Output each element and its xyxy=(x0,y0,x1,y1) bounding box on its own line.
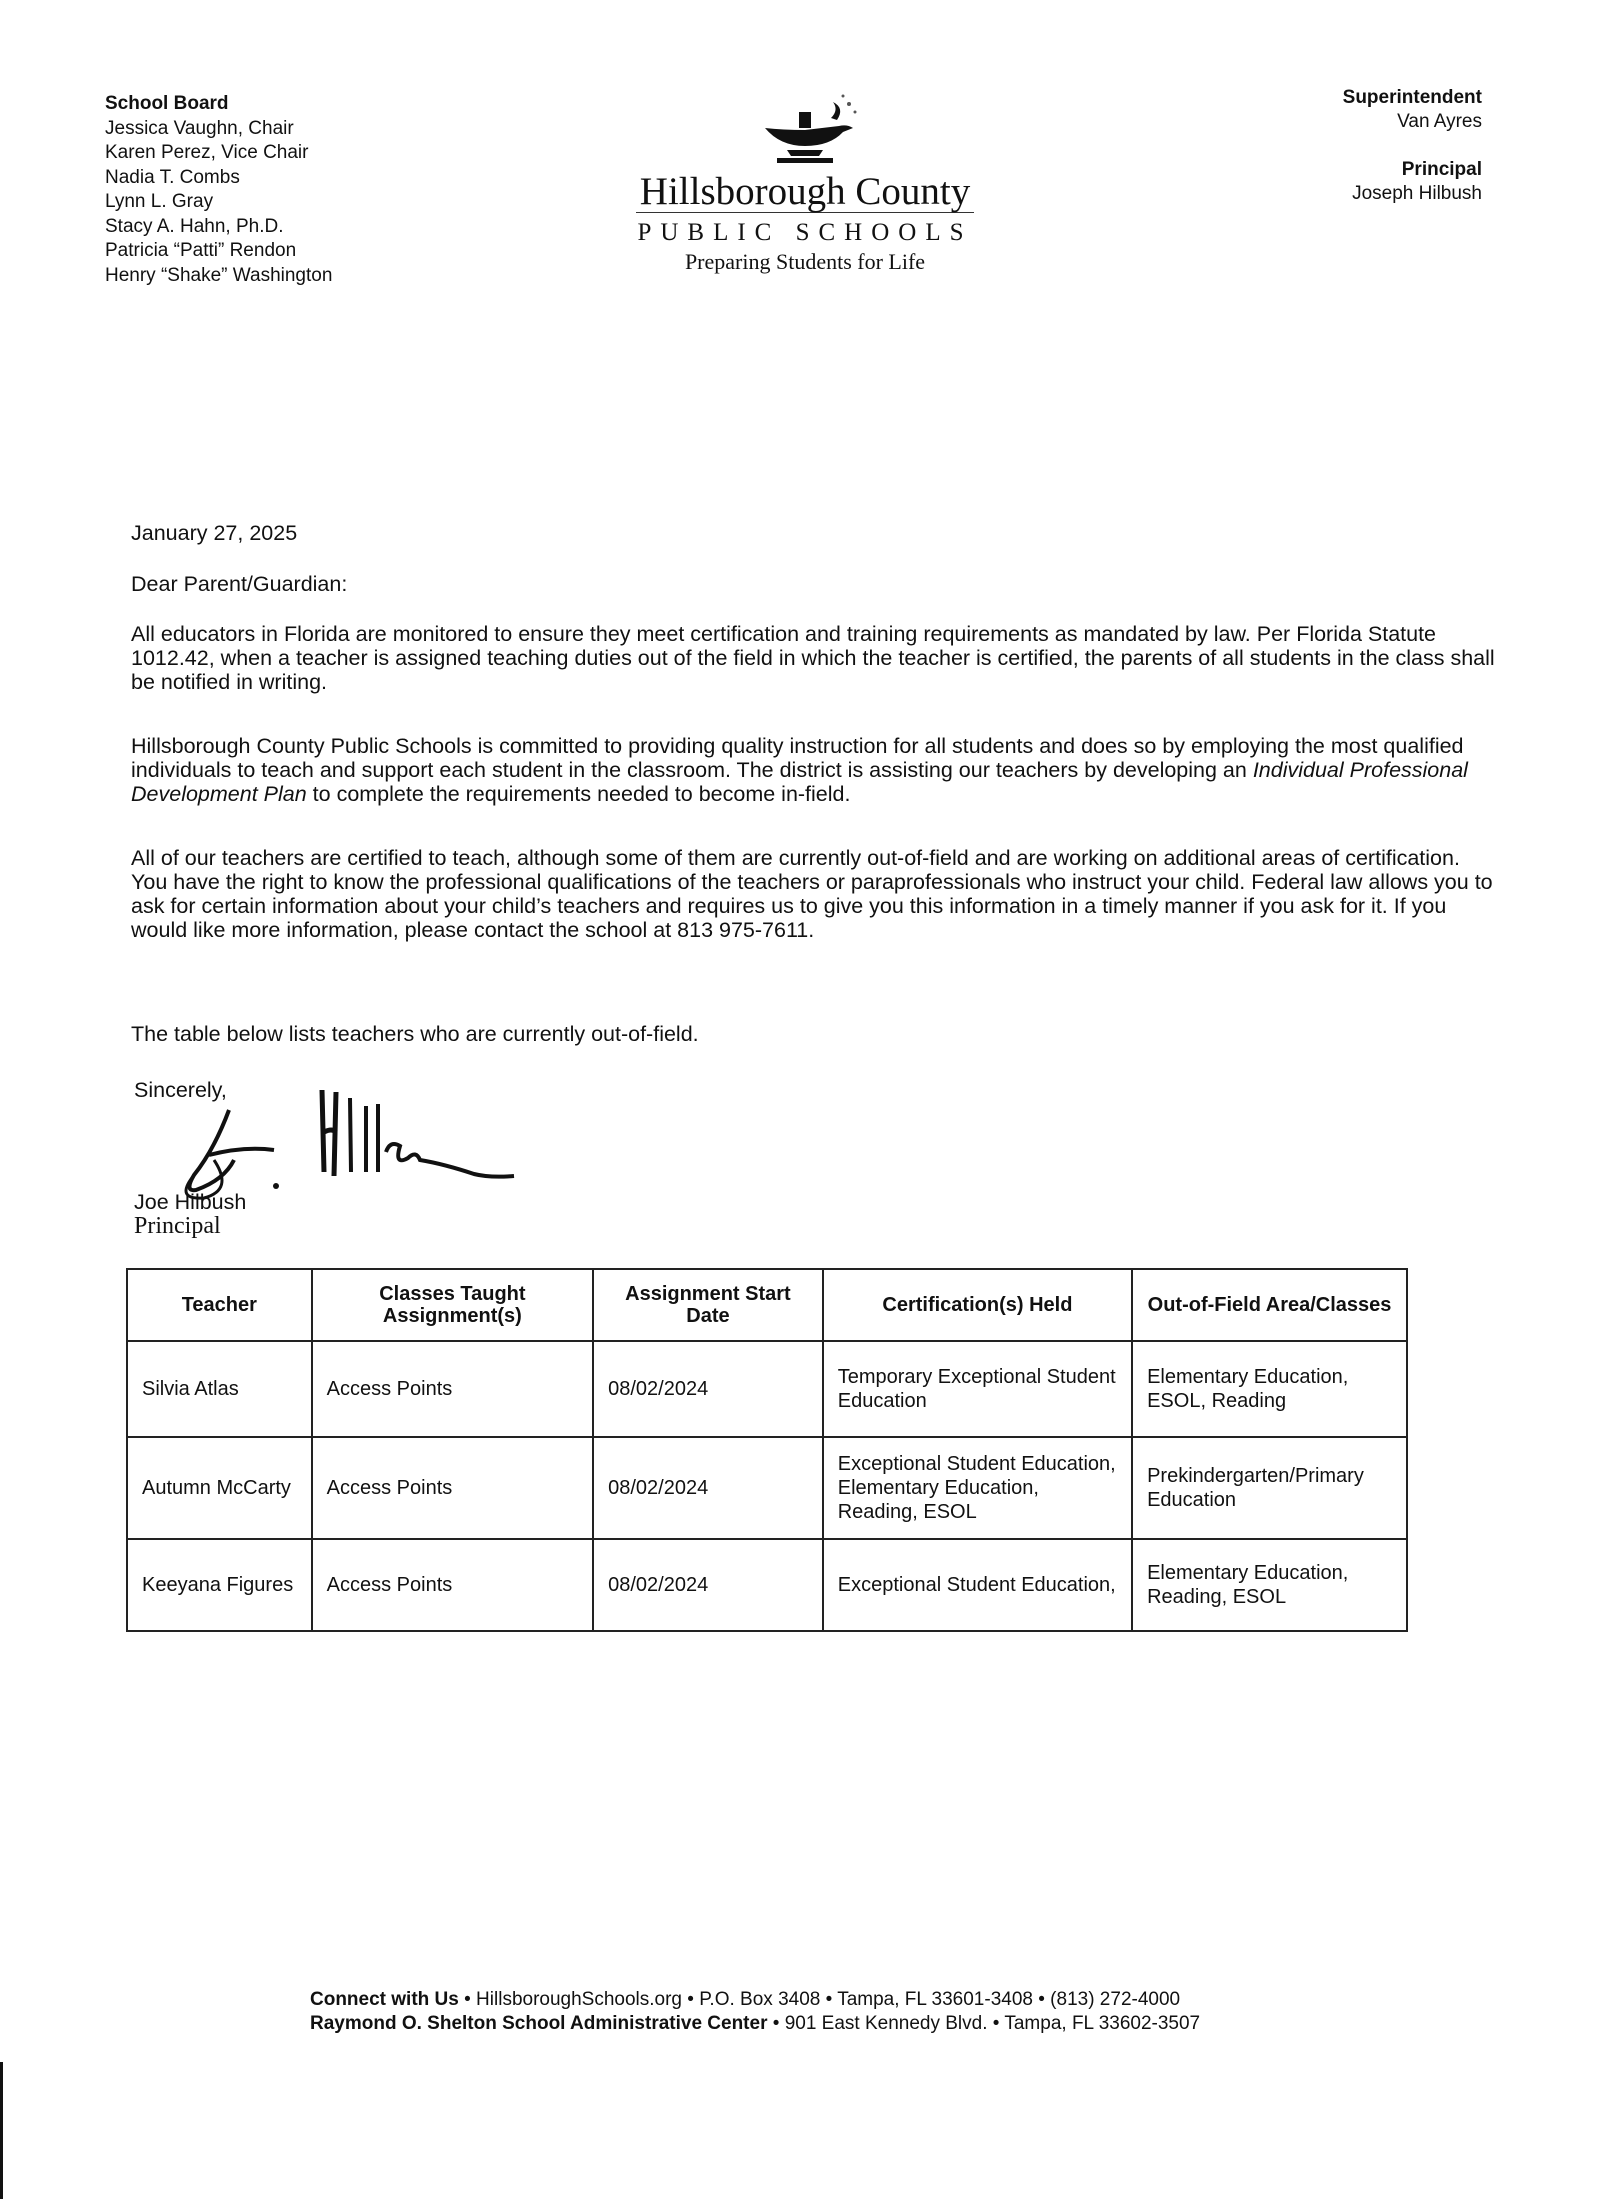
superintendent-name: Van Ayres xyxy=(1397,111,1482,132)
signature-block xyxy=(134,1078,534,1248)
footer-address: • 901 East Kennedy Blvd. • Tampa, FL 33602-3507 xyxy=(767,2013,1201,2034)
certification-cell: Exceptional Student Education, xyxy=(823,1539,1132,1631)
school-board-list xyxy=(105,92,332,288)
letter-closing: Sincerely, xyxy=(134,1078,227,1102)
footer-line-1 xyxy=(310,1988,1200,2012)
handwritten-signature xyxy=(154,1080,554,1200)
out-of-field-cell: Elementary Education, ESOL, Reading xyxy=(1132,1341,1407,1437)
footer-line-2 xyxy=(310,2012,1200,2036)
table-header-row xyxy=(127,1269,1407,1341)
letter-paragraph-1: All educators in Florida are monitored to ensure they meet certification and training requirements as mandated by law. Per Florida Statute 1012.42, when a teacher is assigned teaching duties out of the field in which the teacher is certified, the parents of all students in the class shall be notified in writing. xyxy=(131,622,1495,694)
certification-cell: Exceptional Student Education, Elementary Education, Reading, ESOL xyxy=(823,1437,1132,1539)
district-name: Hillsborough County xyxy=(636,172,974,213)
district-logo xyxy=(585,88,1025,275)
board-member: Stacy A. Hahn, Ph.D. xyxy=(105,215,284,237)
out-of-field-table xyxy=(126,1268,1408,1632)
principal-block xyxy=(1352,158,1482,206)
start-date-cell: 08/02/2024 xyxy=(593,1539,823,1631)
column-header: Teacher xyxy=(127,1269,312,1341)
table-row xyxy=(127,1539,1407,1631)
principal-name: Joseph Hilbush xyxy=(1352,183,1482,204)
board-member: Jessica Vaughn, Chair xyxy=(105,117,294,139)
signer-title: Principal xyxy=(134,1213,221,1239)
column-header: Out-of-Field Area/Classes xyxy=(1132,1269,1407,1341)
school-board-heading: School Board xyxy=(105,93,229,114)
start-date-cell: 08/02/2024 xyxy=(593,1341,823,1437)
p2-text-start: Hillsborough County Public Schools is committed to providing quality instruction for all students and does so by employing the most qualified individuals to teach and support each student in the classroom. The district is assisting our teachers by developing an xyxy=(131,734,1464,782)
signer-name: Joe Hilbush xyxy=(134,1190,247,1214)
letter-date: January 27, 2025 xyxy=(131,521,298,545)
teacher-cell: Silvia Atlas xyxy=(127,1341,312,1437)
board-member: Karen Perez, Vice Chair xyxy=(105,142,309,163)
out-of-field-cell: Elementary Education, Reading, ESOL xyxy=(1132,1539,1407,1631)
letter-paragraph-3: All of our teachers are certified to teach, although some of them are currently out-of-field and are working on additional areas of certification. You have the right to know the professional qualifications of the teachers or paraprofessionals who instruct your child. Federal law allows you to ask for certain information about your child’s teachers and requires us to give you this information in a timely manner if you ask for it. If you would like more information, please contact the school at 813 975-7611. xyxy=(131,846,1493,942)
letter-paragraph-4: The table below lists teachers who are currently out-of-field. xyxy=(131,1022,699,1046)
connect-label: Connect with Us xyxy=(310,1989,459,2010)
assignment-cell: Access Points xyxy=(312,1341,593,1437)
district-tagline: Preparing Students for Life xyxy=(684,249,926,274)
start-date-cell: 08/02/2024 xyxy=(593,1437,823,1539)
teacher-cell: Autumn McCarty xyxy=(127,1437,312,1539)
footer-contact: • HillsboroughSchools.org • P.O. Box 3408 • Tampa, FL 33601-3408 • (813) 272-4000 xyxy=(458,1989,1181,2010)
column-header: Assignment Start Date xyxy=(593,1269,823,1341)
p2-plan-name: Individual Professional Development Plan xyxy=(131,758,1468,806)
board-member: Lynn L. Gray xyxy=(105,191,214,212)
table-row xyxy=(127,1437,1407,1539)
column-header: Classes Taught Assignment(s) xyxy=(312,1269,593,1341)
board-member: Patricia “Patti” Rendon xyxy=(105,240,297,261)
board-member: Nadia T. Combs xyxy=(105,166,240,188)
column-header: Certification(s) Held xyxy=(823,1269,1132,1341)
assignment-cell: Access Points xyxy=(312,1437,593,1539)
admin-center-name: Raymond O. Shelton School Administrative Center xyxy=(310,2013,768,2034)
teacher-cell: Keeyana Figures xyxy=(127,1539,312,1631)
principal-label: Principal xyxy=(1401,159,1482,180)
board-member: Henry “Shake” Washington xyxy=(105,264,333,286)
table-row xyxy=(127,1341,1407,1437)
p2-text-end: to complete the requirements needed to become in-field. xyxy=(306,782,851,806)
oil-lamp-icon xyxy=(735,88,875,170)
letter-salutation: Dear Parent/Guardian: xyxy=(131,572,348,596)
assignment-cell: Access Points xyxy=(312,1539,593,1631)
scan-edge-mark xyxy=(0,2062,3,2199)
letter-paragraph-2 xyxy=(131,734,1496,806)
letter-footer xyxy=(310,1988,1200,2036)
out-of-field-cell: Prekindergarten/Primary Education xyxy=(1132,1437,1407,1539)
signer-block xyxy=(134,1190,246,1238)
superintendent-label: Superintendent xyxy=(1342,87,1482,108)
district-subtitle: PUBLIC SCHOOLS xyxy=(637,219,973,246)
superintendent-block xyxy=(1343,86,1482,134)
certification-cell: Temporary Exceptional Student Education xyxy=(823,1341,1132,1437)
